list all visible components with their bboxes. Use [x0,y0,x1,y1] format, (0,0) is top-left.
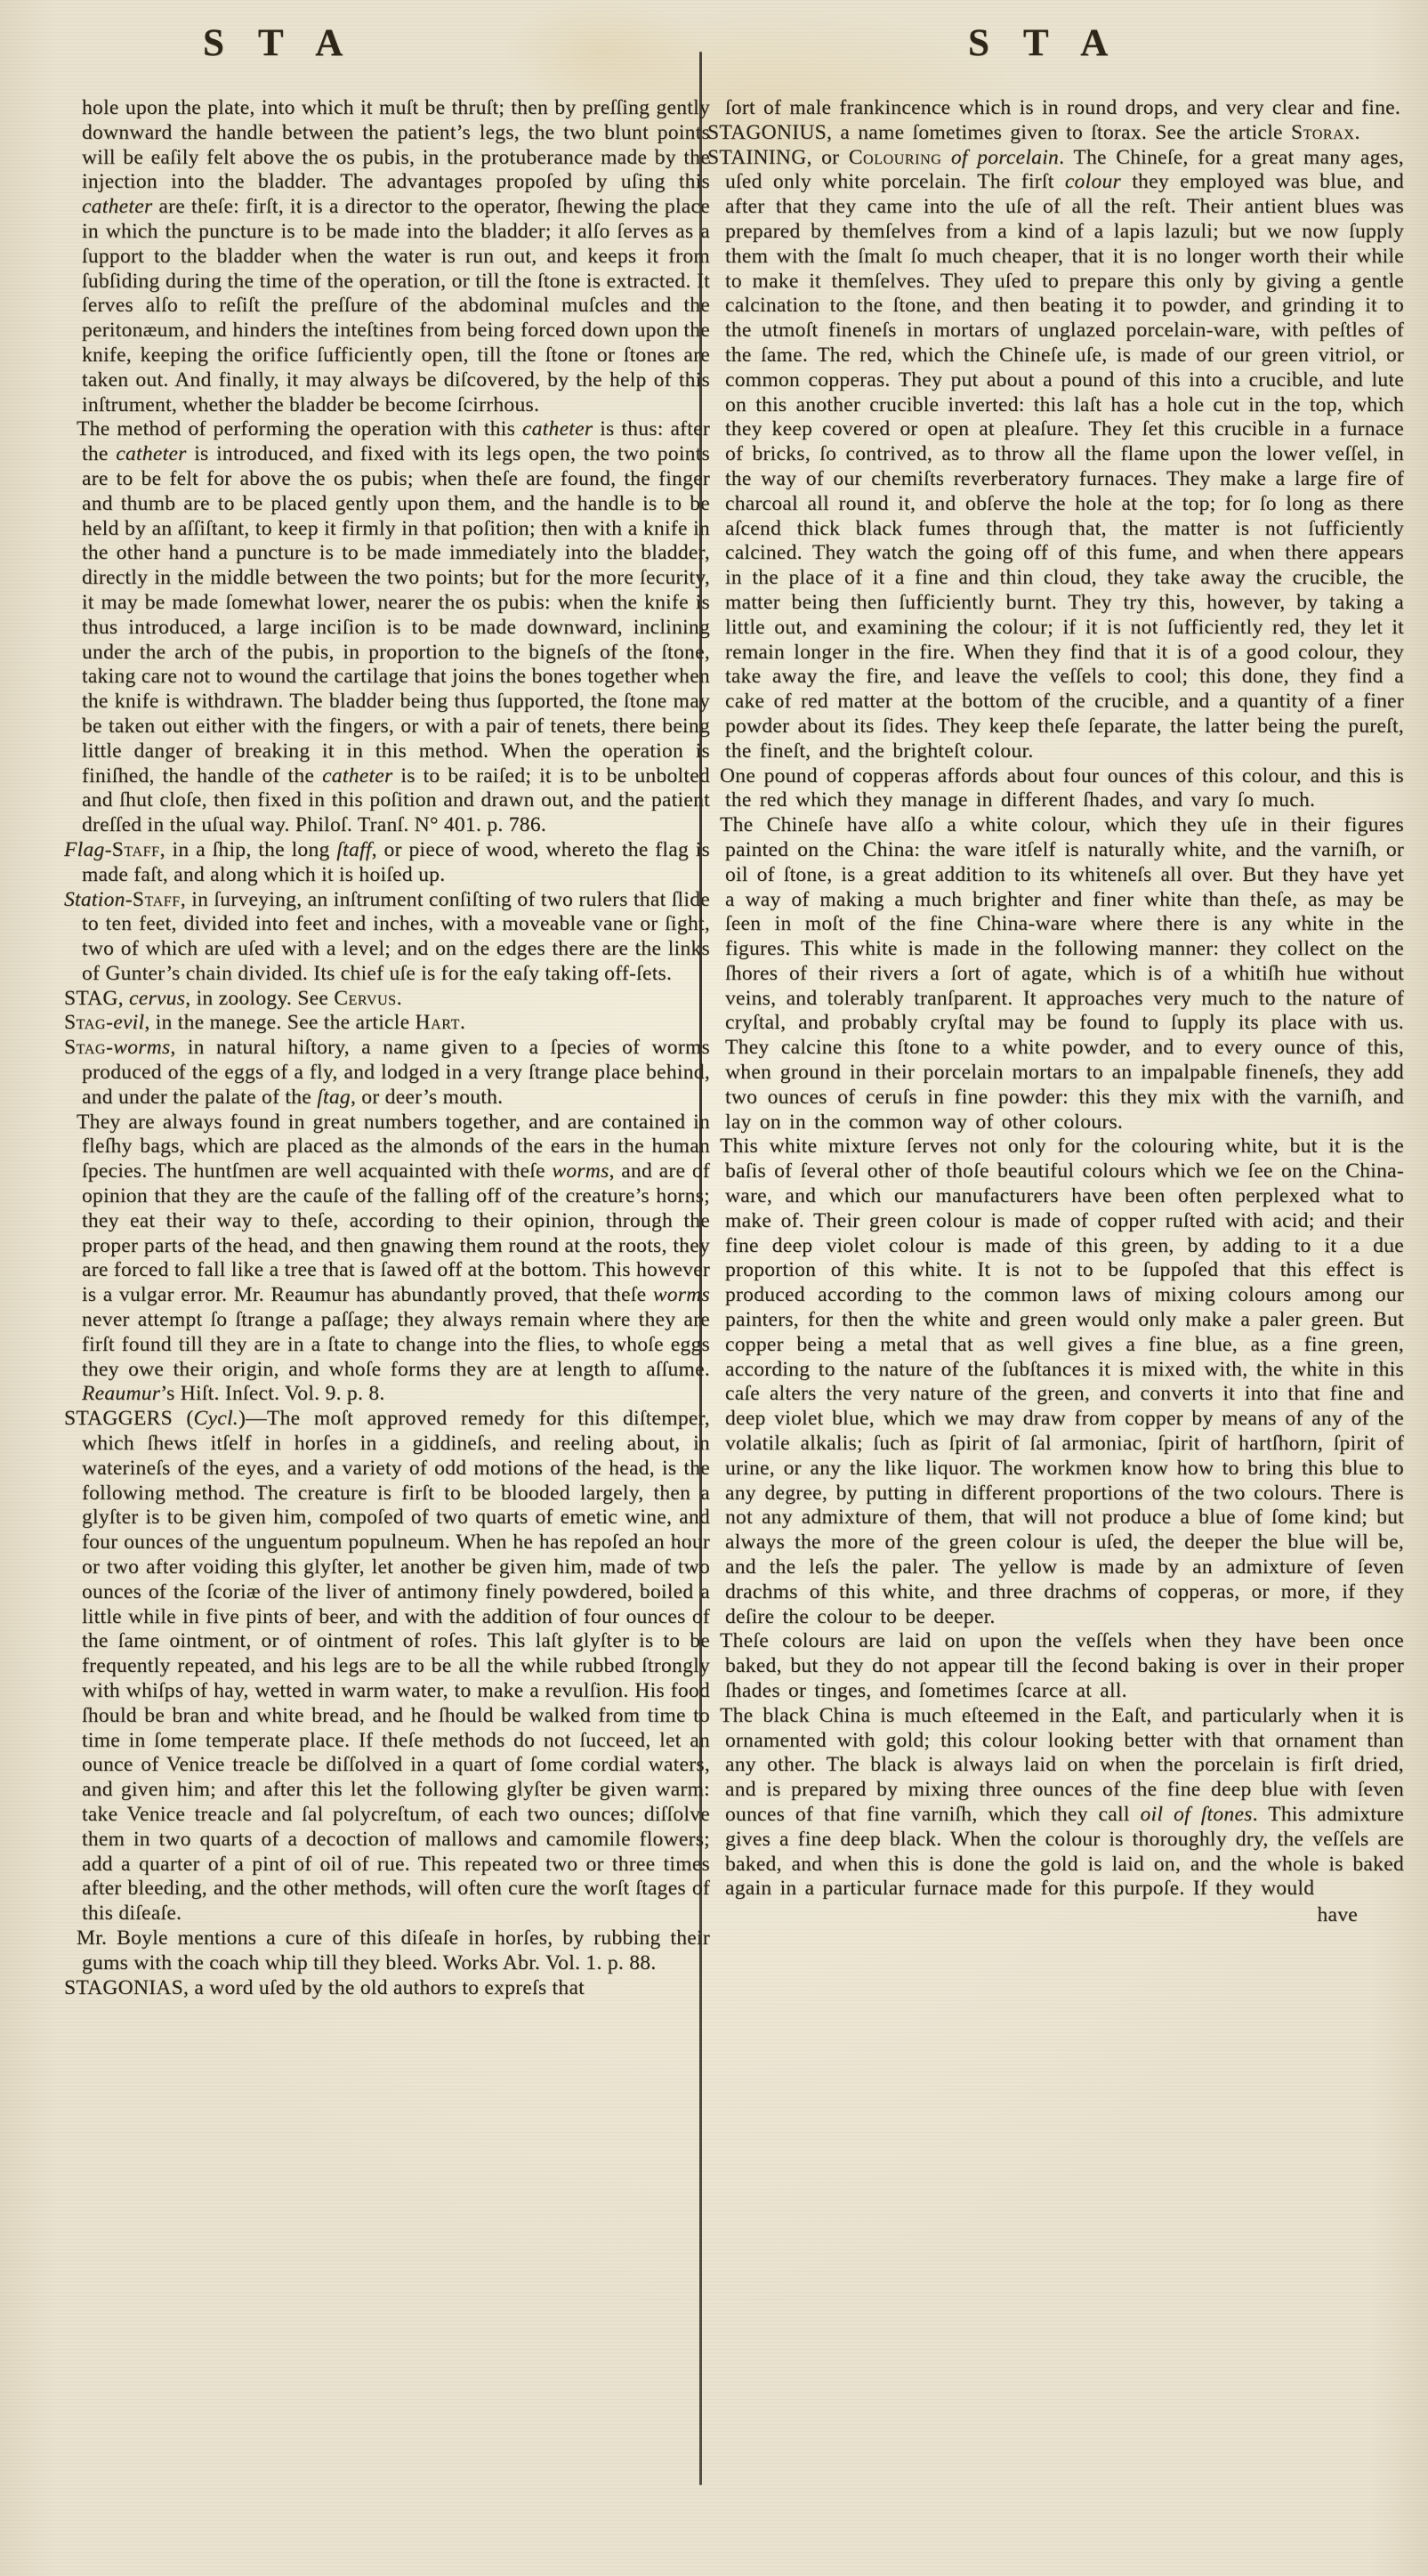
text-run: )—The moſt approved remedy for this diſtemper, which ſhews itſelf in horſes in a giddineſs, and reeling about, in waterineſs of the eyes, and a variety of odd motions of the head, is the following method. The creature is firſt to be blooded largely, then a glyſter is to be given him, compoſed of two quarts of emetic wine, and four ounces of the unguentum populneum. When he has repoſed an hour or two after voiding this glyſter, let another be given him, made of two ounces of the ſcoriæ of the liver of antimony finely powdered, boiled a little while in five pints of beer, and with the addition of four ounces of the ſame ointment, or of ointment of roſes. This laſt glyſter is to be frequently repeated, and his legs are to be all the while rubbed ſtrongly with whiſps of hay, wetted in warm water, to make a revulſion. His food ſhould be bran and white bread, and he ſhould be walked from time to time in ſome temperate place. If theſe methods do not ſucceed, let an ounce of Venice treacle be diſſolved in a quart of ſome cordial waters, and given him; and after this let the following glyſter be given warm: take Venice treacle and ſal polycreſtum, of each two ounces; diſſolve them in two quarts of a decoction of mallows and camomile flowers; add a quarter of a pint of oil of rue. This repeated two or three times after bleeding, and the other methods, will often cure the worſt ſtages of this diſeaſe. [82,1407,710,1926]
entry-paragraph [64,1407,710,1926]
text-run: STAG, [64,986,130,1010]
entry-paragraph [64,887,710,987]
text-run [941,146,950,169]
entry-paragraph [64,1011,710,1036]
body-paragraph [82,96,710,417]
text-run: , and are of opinion that they are the cauſe of the falling off of the creature’s horns; they eat their way to theſe, according to their opinion, through the proper parts of the head, and then gnawing them round at the roots, they are forced to fall like a tree that is ſawed off at the bottom. This however is a vulgar error. Mr. Reaumur has abundantly proved, that theſe [82,1159,710,1307]
text-run: , in natural hiſtory, a name given to a ſpecies of worms produced of the eggs of a fly, and lodged in a very ſtrange place behind, and under the palate of the [82,1036,710,1109]
text-run: have [1317,1903,1358,1927]
text-run: never attempt ſo ſtrange a paſſage; they always remain where they are firſt found till they are in a ſtate to change into the flies, to whoſe eggs they owe their origin, and whoſe forms they are at length to aſſume. [82,1308,710,1381]
text-run: One pound of copperas affords about four ounces of this colour, and this is the red which they manage in different ſhades, and vary ſo much. [720,763,1404,812]
italic-text: worms [113,1036,171,1060]
text-run: . [459,1011,466,1035]
italic-text: of porcelain [950,145,1060,169]
text-run: They are always found in great numbers together, and are contained in fleſhy bags, which are placed as the almonds of the ears in the human ſpecies. The huntſmen are well acquainted with theſe [77,1110,710,1183]
italic-text: Reaumur [82,1382,161,1406]
small-caps-text: Staff [132,887,181,911]
text-run: - [104,837,112,861]
italic-text: worms [552,1159,609,1183]
body-paragraph [77,1110,710,1408]
left-column [64,96,710,2000]
text-run: ’s Hiſt. Inſect. Vol. 9. p. 8. [160,1382,385,1406]
text-run: they employed was blue, and after that they came into the uſe of all the reſt. Their antient blues was prepared by themſelves from a kind of a lapis lazuli; but we now ſupply them with the ſmalt ſo much cheaper, that it is no longer worth their while to make it themſelves. They uſed to prepare this only by giving a gentle calcination to the ſtone, and then beating it to powder, and grinding it to the utmoſt fineneſs in mortars of unglazed porcelain-ware, with peſtles of the ſame. The red, which the Chineſe uſe, is made of our green vitriol, or common copperas. They put about a pound of this into a crucible, and lute on this another crucible inverted: this laſt has a hole cut in the top, which they keep covered or open at pleaſure. They ſet this crucible in a furnace of bricks, ſo contrived, as to throw all the flame upon the lower veſſel, in the way of our chemiſts reverberatory furnaces. They make a large fire of charcoal all round it, and obſerve the hole at the top; for ſo long as there aſcend thick black fumes through that, the matter is not ſufficiently calcined. They watch the going off of this fume, and when there appears in the place of it a fine and thin cloud, they take away the crucible, the matter being then ſufficiently burnt. They try this, however, by taking a little out, and examining the colour; if it is not ſufficiently red, they let it remain longer in the fire. When they find that it is of a good colour, they take away the fire, and leave the veſſels to cool; this done, they find a cake of red matter at the bottom of the crucible, and a quantity of a finer powder about its ſides. They keep theſe ſeparate, the latter being the pureſt, the fineſt, and the brighteſt colour. [725,170,1405,763]
body-paragraph [720,1703,1404,1902]
body-paragraph [725,96,1404,121]
catchword [725,1903,1404,1928]
italic-text: Cycl. [193,1407,238,1431]
italic-text: catheter [116,442,187,466]
running-head-left: S T A [203,22,356,64]
text-run: are theſe: firſt, it is a director to the operator, ſhewing the place in which the puncture is to be made into the bladder; it alſo ſerves as a ſupport to the bladder when the water is run out, and keeps it from ſubſiding during the time of the operation, or till the ſtone is extracted. It ſerves alſo to reſiſt the preſſure of the abdominal muſcles and the peritonæum, and hinders the inteſtines from being forced down upon the knife, keeping the orifice ſufficiently open, till the ſtone or ſtones are taken out. And finally, it may always be diſcovered, by the help of this inſtrument, whether the bladder be become ſcirrhous. [82,195,710,416]
text-run: is introduced, and fixed with its legs open, the two points are to be felt for above the os pubis; when theſe are found, the finger and thumb are to be placed gently upon them, and the handle is to be held by an aſſiſtant, to keep it firmly in that poſition; then with a knife in the other hand a puncture is to be made immediately into the bladder, directly in the middle between the two points; but for the more ſecurity, it may be made ſomewhat lower, nearer the os pubis: when the knife is thus introduced, a large inciſion is to be made downward, inclining under the arch of the pubis, in proportion to the bigneſs of the ſtone, taking care not to wound the cartilage that joins the bones together when the knife is withdrawn. The bladder being thus ſupported, the ſtone may be taken out either with the fingers, or with a pair of tenets, there being little danger of breaking it in this method. When the operation is finiſhed, the handle of the [82,442,710,787]
text-run: The Chineſe have alſo a white colour, which they uſe in their figures painted on the China: the ware itſelf is naturally white, and the varniſh, or oil of ſtone, is a great addition to its whiteneſs all over. But they have yet a way of making a much brighter and finer white than theſe, as may be ſeen in moſt of the fine China-ware where there is any white in the figures. This white is made in the following manner: they collect on the ſhores of their rivers a ſort of agate, which is of a whitiſh hue without veins, and tolerably tranſparent. It approaches very much to the nature of cryſtal, and probably cryſtal may be found to ſupply its place with us. They calcine this ſtone to a white powder, and to every ounce of this, when ground in their porcelain mortars to an impalpable fineneſs, they add two ounces of ceruſs in fine powder: this they mix with the varniſh, and lay on in the common way of other colours. [720,813,1404,1134]
italic-text: evil [113,1011,145,1035]
text-run: Mr. Boyle mentions a cure of this diſeaſe in horſes, by rubbing their gums with the coach whip till they bleed. Works Abr. Vol. 1. p. 88. [77,1926,710,1974]
italic-text: catheter [322,763,393,787]
text-run: , or deer’s mouth. [350,1085,504,1109]
italic-text: Station [64,887,125,911]
body-paragraph [720,1135,1404,1629]
small-caps-text: Staff [111,837,160,861]
text-run: , in ſurveying, an inſtrument conſiſting of two rulers that ſlide to ten feet, divided into feet and inches, with a moveable vane or ſight, two of which are uſed with a level; and on the edges there are the links of Gunter’s chain divided. Its chief uſe is for the eaſy taking off-ſets. [82,887,710,985]
entry-paragraph [707,145,1405,764]
text-run: The black China is much eſteemed in the Eaſt, and particularly when it is ornamented with gold; this colour looking better with that ornament than any other. The black is always laid on when the porcelain is firſt dried, and is prepared by mixing three ounces of the fine deep blue with ſeven ounces of that fine varniſh, which they call [720,1703,1404,1826]
body-paragraph [720,1629,1404,1703]
italic-text: oil of ſtones [1140,1802,1253,1826]
entry-paragraph [64,986,710,1012]
text-run: STAGONIAS, a word uſed by the old authors to expreſs that [64,1975,585,1999]
body-paragraph [720,813,1404,1135]
text-run: , in a ſhip, the long [159,837,337,861]
text-run: hole upon the plate, into which it muſt be thruſt; then by preſſing gently downward the handle between the patient’s legs, the two blunt points will be eaſily felt above the os pubis, in the protuberance made by the injection into the bladder. The advantages propoſed by uſing this [82,96,710,194]
body-paragraph [77,417,710,838]
text-run: is to be raiſed; it is to be unbolted and ſhut cloſe, then fixed in this poſition and drawn out, and the patient dreſſed in the uſual way. Philoſ. Tranſ. N° 401. p. 786. [82,763,710,837]
entry-paragraph [64,1036,710,1110]
text-run: . [1354,120,1360,144]
text-run: This white mixture ſerves not only for the colouring white, but it is the baſis of ſeveral other of thoſe beautiful colours which we ſee on the China-ware, and which our manufacturers have been often perplexed what to make of. Their green colour is made of copper ruſted with acid; and their fine deep violet colour is made of this green, by adding to it a due proportion of this white. It is not to be ſuppoſed that this effect is produced according to the common laws of mixing colours among our painters, for then the white and green would only make a paler green. But copper being a metal that as well gives a fine blue, as a fine green, according to the nature of the ſubſtances it is mixed with, the white in this caſe alters the very nature of the green, and converts it into that fine and deep violet blue, which we may draw from copper by means of any of the volatile alkalis; ſuch as ſpirit of ſal armoniac, ſpirit of hartſhorn, ſpirit of urine, or any the like liquor. The workmen know how to bring this blue to any degree, by putting in different proportions of the two colours. There is not any admixture of them, that will not produce a blue of ſome kind; but always the more of the green colour is uſed, the deeper the blue will be, and the leſs the paler. The yellow is made by an admixture of ſeven drachms of this white, and three drachms of copperas, or more, if they deſire the colour to be deeper. [720,1135,1404,1628]
text-run: is thus: after the [82,417,710,466]
italic-text: cervus [129,986,186,1010]
body-paragraph [720,763,1404,814]
italic-text: catheter [82,195,153,219]
small-caps-text: Stag [64,1011,107,1035]
text-run: STAGONIUS, a name ſometimes given to ſtorax. See the article [707,120,1291,144]
italic-text: catheter [521,417,593,441]
text-run: . [396,986,402,1010]
right-column [707,96,1404,1928]
text-run: ſort of male frankincence which is in round drops, and very clear and fine. [725,96,1401,119]
running-head-right: S T A [968,22,1121,64]
entry-paragraph [707,120,1404,146]
italic-text: Flag [64,837,105,861]
entry-paragraph [64,1975,710,2001]
text-run: - [106,1011,114,1035]
text-run: STAGGERS ( [64,1407,194,1431]
text-run: , in zoology. See [185,986,335,1010]
text-run: . The Chineſe, for a great many ages, uſed only white porcelain. The firſt [725,145,1404,194]
text-run: - [125,887,133,911]
small-caps-text: Stag [64,1036,107,1060]
italic-text: colour [1064,170,1121,194]
text-run: , or piece of wood, whereto the flag is made faſt, and along which it is hoiſed up. [82,837,711,886]
body-paragraph [77,1926,710,1976]
small-caps-text: Hart [415,1011,460,1035]
text-run: - [106,1036,114,1060]
text-run: . This admixture gives a fine deep black. When the colour is thoroughly dry, the veſſels are baked, and when this is done the gold is laid on, and the whole is baked again in a particular furnace made for this purpoſe. If they would [725,1802,1404,1901]
small-caps-text: Storax [1290,120,1355,144]
italic-text: ſtaff [336,837,372,861]
small-caps-text: Colouring [848,145,942,169]
text-run: The method of performing the operation with this [77,417,522,441]
italic-text: ſtag [317,1085,351,1109]
text-run: STAINING, or [707,145,849,169]
text-run: , in the manege. See the article [144,1011,415,1035]
italic-text: worms [652,1283,710,1307]
small-caps-text: Cervus [334,986,397,1010]
entry-paragraph [64,837,711,888]
text-run: Theſe colours are laid on upon the veſſels when they have been once baked, but they do not appear till the ſecond baking is over in their proper ſhades or tinges, and ſometimes ſcarce at all. [720,1629,1404,1702]
